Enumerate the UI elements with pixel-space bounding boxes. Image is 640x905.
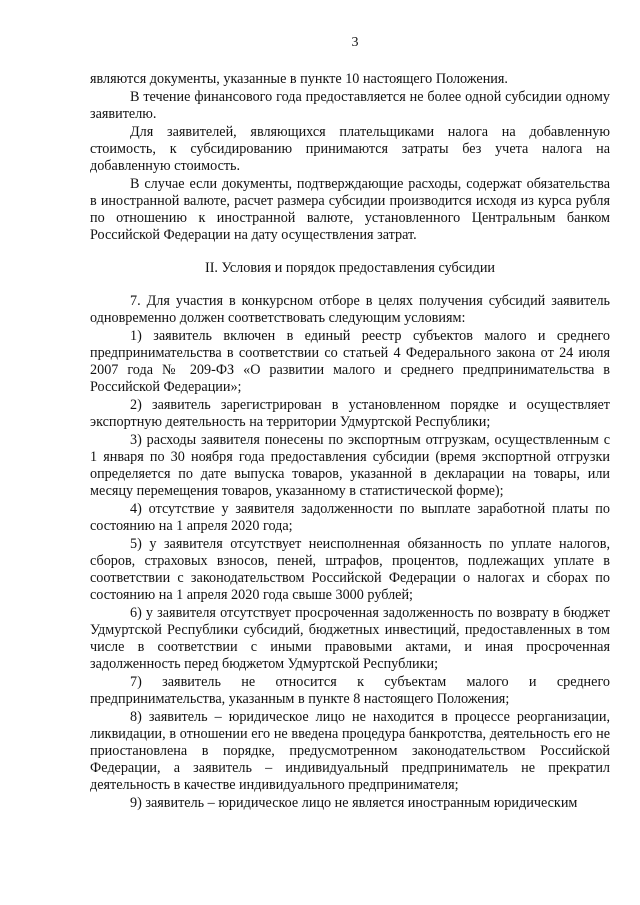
intro-block xyxy=(90,71,610,244)
condition-7: 7) заявитель не относится к субъектам малого и среднего предпринимательства, указанным в пункте 8 настоящего Положения; xyxy=(90,674,610,707)
condition-4: 4) отсутствие у заявителя задолженности по выплате заработной платы по состоянию на 1 апреля 2020 года; xyxy=(90,501,610,534)
condition-8: 8) заявитель – юридическое лицо не находится в процессе реорганизации, ликвидации, в отношении его не введена процедура банкротства, деятельность его не приостановлена в порядке, предусмотренном законодательством Российской Федерации, а заявитель – индивидуальный предприниматель не прекратил деятельность в качестве индивидуального предпринимателя; xyxy=(90,709,610,793)
paragraph-vat: Для заявителей, являющихся плательщиками налога на добавленную стоимость, к субсидированию принимаются затраты без учета налога на добавленную стоимость. xyxy=(90,124,610,174)
condition-1: 1) заявитель включен в единый реестр субъектов малого и среднего предпринимательства в соответствии со статьей 4 Федерального закона от 24 июля 2007 года № 209-ФЗ «О развитии малого и среднего предпринимательства в Российской Федерации»; xyxy=(90,328,610,395)
paragraph-item-7: 7. Для участия в конкурсном отборе в целях получения субсидий заявитель одновременно должен соответствовать следующим условиям: xyxy=(90,293,610,326)
condition-2: 2) заявитель зарегистрирован в установленном порядке и осуществляет экспортную деятельность на территории Удмуртской Республики; xyxy=(90,397,610,430)
paragraph-one-subsidy: В течение финансового года предоставляется не более одной субсидии одному заявителю. xyxy=(90,89,610,122)
page-number: 3 xyxy=(351,35,359,50)
condition-9: 9) заявитель – юридическое лицо не является иностранным юридическим xyxy=(130,795,578,811)
condition-3: 3) расходы заявителя понесены по экспортным отгрузкам, осуществленным с 1 января по 30 ноября года предоставления субсидии (время экспортной отгрузки определяется по дате выпуска товаров, указанной в декларации на товары, или месяцу перемещения товаров, указанному в статистической форме); xyxy=(90,432,610,499)
paragraph-foreign-currency: В случае если документы, подтверждающие расходы, содержат обязательства в иностранной валюте, расчет размера субсидии производится исходя из курса рубля по отношению к иностранной валюте, установленного Центральным банком Российской Федерации на дату осуществления затрат. xyxy=(90,176,610,243)
condition-6: 6) у заявителя отсутствует просроченная задолженность по возврату в бюджет Удмуртской Республики субсидий, бюджетных инвестиций, предоставленных в том числе в соответствии с иными правовыми актами, и иная просроченная задолженность перед бюджетом Удмуртской Республики; xyxy=(90,605,610,672)
section-heading: II. Условия и порядок предоставления субсидии xyxy=(204,260,496,276)
conditions-block xyxy=(90,293,610,812)
paragraph-continuation: являются документы, указанные в пункте 10 настоящего Положения. xyxy=(90,71,508,87)
condition-5: 5) у заявителя отсутствует неисполненная обязанность по уплате налогов, сборов, страховых взносов, пеней, штрафов, процентов, подлежащих уплате в соответствии с законодательством Российской Федерации о налогах и сборах по состоянию на 1 апреля 2020 года свыше 3000 рублей; xyxy=(90,536,610,603)
